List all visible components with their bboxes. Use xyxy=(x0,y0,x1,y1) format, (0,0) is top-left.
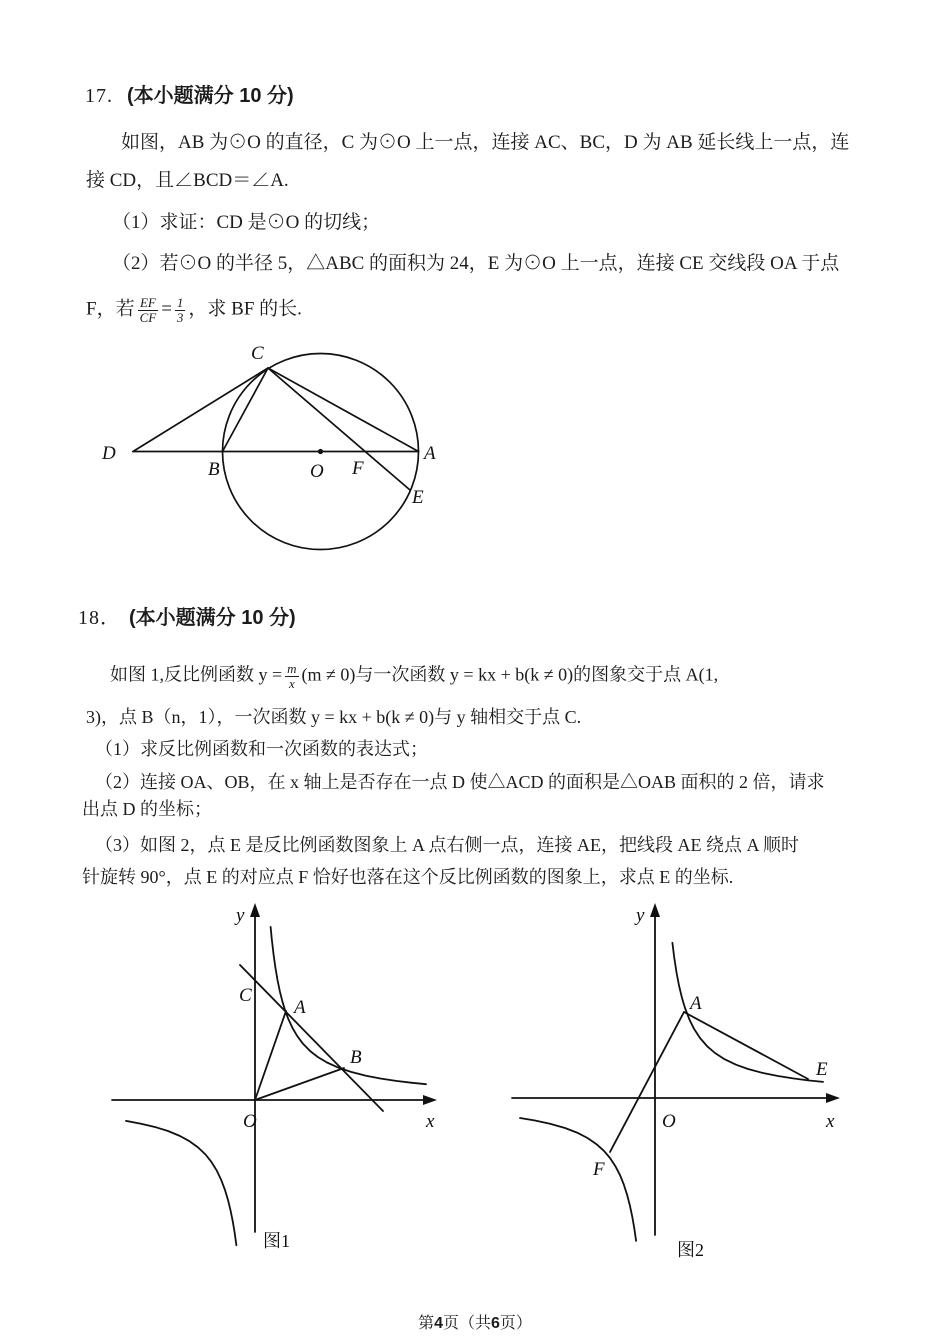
point-label-a: A xyxy=(424,443,436,464)
x-axis-arrow-icon xyxy=(826,1093,840,1103)
tangent-line-dc xyxy=(133,368,268,452)
y-axis-arrow-icon xyxy=(650,903,660,917)
chord-cb xyxy=(223,368,269,452)
linear-function-line xyxy=(240,965,383,1111)
q18-item-2b: 出点 D 的坐标； xyxy=(82,799,212,819)
x-axis-arrow-icon xyxy=(423,1095,437,1105)
q17-points-title: (本小题满分 10 分) xyxy=(127,85,294,107)
q18-line1-post: (m ≠ 0)与一次函数 y = kx + b(k ≠ 0)的图象交于点 A(1, xyxy=(301,664,719,685)
segment-oa xyxy=(255,1011,286,1100)
q17-paragraph-line1: 如图，AB 为⊙O 的直径，C 为⊙O 上一点，连接 AC、BC，D 为 AB 延长线上一点，连 xyxy=(121,132,850,153)
q18-header xyxy=(78,606,296,631)
origin-label-o: O xyxy=(662,1111,676,1132)
axis-label-y: y xyxy=(236,905,245,926)
q18-number: 18． xyxy=(78,607,121,629)
axis-label-y: y xyxy=(636,905,645,926)
y-axis-arrow-icon xyxy=(250,903,260,917)
figure-1-caption: 图1 xyxy=(263,1231,290,1251)
point-label-a: A xyxy=(294,997,306,1018)
q18-figure-2 xyxy=(500,898,850,1263)
q18-line1-pre: 如图 1,反比例函数 y = xyxy=(110,664,283,685)
q17-number: 17. xyxy=(85,85,113,107)
origin-label-o: O xyxy=(243,1111,257,1132)
segment-ob xyxy=(255,1068,344,1100)
q18-points-title: (本小题满分 10 分) xyxy=(129,607,296,629)
footer-page-number: 4 xyxy=(434,1315,443,1332)
point-label-c: C xyxy=(251,343,264,364)
q17-paragraph-line2: 接 CD，且∠BCD＝∠A. xyxy=(86,170,289,191)
q17-circle-figure xyxy=(90,342,450,560)
point-label-f: F xyxy=(352,458,364,479)
point-label-e: E xyxy=(816,1059,828,1080)
fraction-m-x: $\frac{m}{x}$ xyxy=(287,661,297,691)
point-label-a: A xyxy=(690,993,702,1014)
hyperbola-branch-q3 xyxy=(126,1121,236,1245)
footer-mid: 页（共 xyxy=(442,1315,491,1332)
q18-item-3a: （3）如图 2，点 E 是反比例函数图象上 A 点右侧一点，连接 AE，把线段 AE 绕点 A 顺时 xyxy=(95,835,799,855)
footer-pre: 第 xyxy=(418,1315,435,1332)
center-dot-o xyxy=(318,449,323,454)
axis-label-x: x xyxy=(826,1111,835,1132)
q18-paragraph-line1 xyxy=(110,662,718,690)
q18-item-1: （1）求反比例函数和一次函数的表达式； xyxy=(95,739,428,759)
q17-line5-post: ，求 BF 的长. xyxy=(188,298,302,320)
chord-ce xyxy=(268,368,410,490)
point-label-c: C xyxy=(239,985,252,1006)
q18-figure-1 xyxy=(100,898,450,1260)
chord-ca xyxy=(268,368,419,452)
figure-2-caption: 图2 xyxy=(677,1240,704,1260)
q18-item-2a: （2）连接 OA、OB，在 x 轴上是否存在一点 D 使△ACD 的面积是△OAB 面积的 2 倍，请求 xyxy=(95,772,825,792)
footer-total-pages: 6 xyxy=(491,1315,500,1332)
footer-post: 页） xyxy=(499,1315,532,1332)
point-label-f: F xyxy=(593,1159,605,1180)
point-label-b: B xyxy=(208,459,220,480)
point-label-b: B xyxy=(350,1047,362,1068)
point-label-e: E xyxy=(412,487,424,508)
fraction-one-third: $\frac{1}{3}$ xyxy=(176,295,184,325)
point-label-o: O xyxy=(310,461,324,482)
equals-sign: = xyxy=(161,298,172,320)
q18-item-3b: 针旋转 90°，点 E 的对应点 F 恰好也落在这个反比例函数的图象上，求点 E 的坐标. xyxy=(82,867,734,887)
q17-header xyxy=(85,84,294,109)
q17-item-2-continued xyxy=(86,296,302,324)
axis-label-x: x xyxy=(426,1111,435,1132)
q17-item-2: （2）若⊙O 的半径 5，△ABC 的面积为 24，E 为⊙O 上一点，连接 CE 交线段 OA 于点 xyxy=(112,253,840,274)
q17-line5-pre: F，若 xyxy=(86,298,135,320)
page-footer xyxy=(0,1310,950,1333)
q17-item-1: （1）求证：CD 是⊙O 的切线； xyxy=(112,212,381,233)
fraction-ef-cf: $\frac{EF}{CF}$ xyxy=(139,295,157,325)
point-label-d: D xyxy=(102,443,116,464)
q18-paragraph-line2: 3)，点 B（n，1），一次函数 y = kx + b(k ≠ 0)与 y 轴相交于点 C. xyxy=(86,707,582,727)
